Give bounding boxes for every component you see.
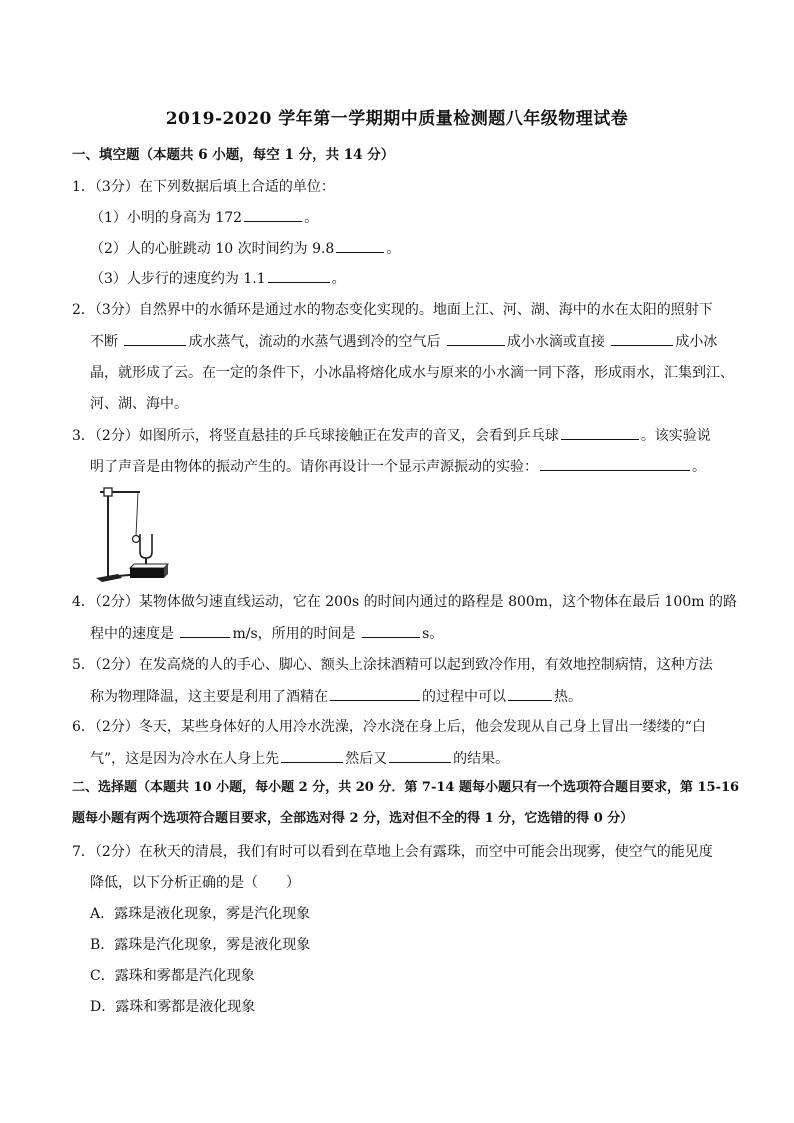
answer-blank[interactable]	[447, 331, 505, 346]
q1-sub-2-end: 。	[386, 241, 401, 257]
answer-blank[interactable]	[124, 331, 186, 346]
q2-line-1: 2．（3分）自然界中的水循环是通过水的物态变化实现的。地面上江、河、湖、海中的水在太阳的照射下	[72, 302, 713, 318]
q6-line-2	[90, 748, 509, 769]
q3-text: 3．（2分）如图所示，将竖直悬挂的乒乓球接触正在发声的音叉，会看到乒乓球	[72, 428, 559, 444]
q3-text: 。该实验说	[640, 428, 711, 444]
q5-line-1: 5．（2分）在发高烧的人的手心、脚心、额头上涂抹酒精可以起到致冷作用，有效地控制病情，这种方法	[72, 657, 713, 673]
q4-text: 程中的速度是	[90, 626, 174, 642]
q7-option-c[interactable]: C．露珠和雾都是汽化现象	[90, 968, 255, 984]
q3-text: 。	[692, 459, 706, 475]
q2-line-4: 河、湖、海中。	[90, 396, 188, 412]
q5-text: 热。	[554, 689, 582, 705]
answer-blank[interactable]	[330, 686, 420, 701]
answer-blank[interactable]	[281, 748, 343, 763]
q4-line-2	[90, 623, 443, 644]
answer-blank[interactable]	[336, 238, 384, 253]
q1-sub-2	[90, 238, 400, 259]
q3-text: 明了声音是由物体的振动产生的。请你再设计一个显示声源振动的实验：	[90, 459, 538, 475]
q1-sub-3	[90, 268, 346, 289]
q6-line-1: 6．（2分）冬天，某些身体好的人用冷水洗澡，冷水浇在身上后，他会发现从自己身上冒出一缕缕的“白	[72, 719, 706, 735]
answer-blank[interactable]	[540, 456, 690, 471]
q1-sub-3-end: 。	[331, 271, 346, 287]
q5-line-2	[90, 686, 582, 707]
q1-sub-2-text: （2）人的心脏跳动 10 次时间约为 9.8	[90, 241, 335, 257]
q2-line-3: 晶，就形成了云。在一定的条件下，小冰晶将熔化成水与原来的小水滴一同下落，形成雨水，汇集到江、	[90, 365, 734, 381]
q2-text: 不断	[90, 334, 118, 350]
q2-text: 成小水滴或直接	[506, 334, 605, 350]
section-1-heading: 一、填空题（本题共 6 小题，每空 1 分，共 14 分）	[72, 147, 395, 163]
q5-text: 称为物理降温，这主要是利用了酒精在	[90, 689, 328, 705]
q3-line-2	[90, 456, 706, 477]
q4-text: s。	[422, 626, 444, 642]
q1-stem: 1．（3分）在下列数据后填上合适的单位：	[72, 179, 335, 195]
q1-sub-1-text: （1）小明的身高为 172	[90, 210, 243, 226]
q7-line-1: 7．（2分）在秋天的清晨，我们有时可以看到在草地上会有露珠，而空中可能会出现雾，使空气的能见度	[72, 844, 713, 860]
section-2-heading-1: 二、选择题（本题共 10 小题，每小题 2 分，共 20 分．第 7-14 题每小题只有一个选项符合题目要求，第 15-16	[72, 780, 740, 795]
ping-pong-ball	[133, 536, 140, 543]
answer-blank[interactable]	[268, 268, 330, 283]
answer-blank[interactable]	[561, 425, 639, 440]
q2-text: 成水蒸气，流动的水蒸气遇到冷的空气后	[188, 334, 441, 350]
answer-blank[interactable]	[508, 686, 552, 701]
q1-sub-1	[90, 207, 318, 228]
q6-text: 气”，这是因为冷水在人身上先	[90, 751, 280, 767]
q5-text: 的过程中可以	[422, 689, 506, 705]
q1-sub-1-end: 。	[304, 210, 319, 226]
q7-option-b[interactable]: B．露珠是汽化现象，雾是液化现象	[90, 937, 311, 953]
answer-blank[interactable]	[180, 623, 230, 638]
section-2-heading-2: 题每小题有两个选项符合题目要求，全部选对得 2 分，选对但不全的得 1 分，它选错的得 0 分）	[72, 811, 634, 826]
q4-line-1: 4．（2分）某物体做匀速直线运动，它在 200s 的时间内通过的路程是 800m，这个物体在最后 100m 的路	[72, 594, 737, 610]
q6-text: 然后又	[345, 751, 388, 767]
stand-clamp	[104, 488, 112, 496]
exam-title: 2019-2020 学年第一学期期中质量检测题八年级物理试卷	[165, 109, 629, 129]
q7-line-2: 降低，以下分析正确的是（ ）	[90, 875, 300, 891]
q1-sub-3-text: （3）人步行的速度约为 1.1	[90, 271, 266, 287]
q7-option-a[interactable]: A．露珠是液化现象，雾是汽化现象	[90, 906, 311, 922]
tuning-fork	[140, 534, 152, 558]
thread	[136, 492, 138, 536]
q2-line-2	[90, 331, 717, 352]
answer-blank[interactable]	[611, 331, 673, 346]
q2-text: 成小冰	[675, 334, 718, 350]
q7-option-d[interactable]: D．露珠和雾都是液化现象	[90, 999, 256, 1015]
stand-foot	[118, 575, 130, 576]
resonance-box-top	[130, 564, 168, 568]
q3-line-1	[72, 425, 711, 446]
answer-blank[interactable]	[389, 748, 451, 763]
resonance-box	[130, 568, 164, 578]
tuning-fork-figure	[92, 482, 172, 582]
q4-text: m/s，所用的时间是	[232, 626, 356, 642]
answer-blank[interactable]	[362, 623, 420, 638]
q6-text: 的结果。	[453, 751, 510, 767]
answer-blank[interactable]	[244, 207, 302, 222]
